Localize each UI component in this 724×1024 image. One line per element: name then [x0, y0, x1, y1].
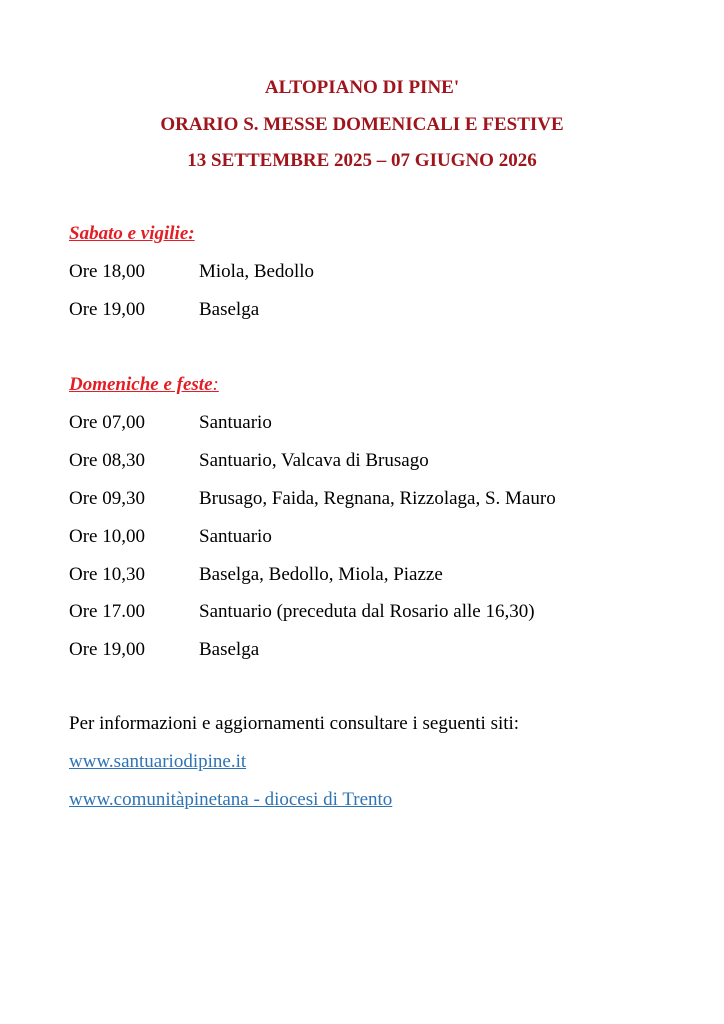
row-place: Baselga, Bedollo, Miola, Piazze	[199, 564, 443, 585]
schedule-row	[69, 601, 535, 623]
schedule-row	[69, 299, 259, 321]
title-line-1: ALTOPIANO DI PINE'	[264, 77, 460, 98]
link-santuario[interactable]: www.santuariodipine.it	[69, 751, 247, 772]
row-time: Ore 17.00	[69, 601, 145, 622]
row-time: Ore 19,00	[69, 299, 145, 320]
schedule-row	[69, 450, 429, 472]
row-place: Santuario (preceduta dal Rosario alle 16,30)	[199, 601, 535, 622]
schedule-row	[69, 639, 259, 661]
schedule-row	[69, 526, 272, 548]
row-place: Brusago, Faida, Regnana, Rizzolaga, S. Mauro	[199, 488, 556, 509]
row-time: Ore 18,00	[69, 261, 145, 282]
section-domeniche-heading	[69, 374, 219, 396]
row-time: Ore 19,00	[69, 639, 145, 660]
row-place: Santuario, Valcava di Brusago	[199, 450, 429, 471]
link-comunita[interactable]: www.comunitàpinetana - diocesi di Trento	[69, 789, 393, 810]
title-line-3: 13 SETTEMBRE 2025 – 07 GIUGNO 2026	[187, 150, 537, 171]
row-place: Baselga	[199, 299, 260, 320]
domeniche-heading-text: Domeniche e feste	[69, 374, 213, 395]
domeniche-heading-colon: :	[212, 374, 219, 395]
row-time: Ore 10,30	[69, 564, 145, 585]
row-place: Santuario	[199, 412, 272, 433]
info-text: Per informazioni e aggiornamenti consultare i seguenti siti:	[69, 713, 520, 734]
row-time: Ore 09,30	[69, 488, 145, 509]
row-time: Ore 10,00	[69, 526, 145, 547]
section-sabato-heading	[69, 223, 195, 245]
sabato-heading-text: Sabato e vigilie:	[69, 223, 195, 244]
row-place: Baselga	[199, 639, 260, 660]
row-time: Ore 08,30	[69, 450, 145, 471]
schedule-row	[69, 412, 272, 434]
schedule-row	[69, 488, 556, 510]
row-place: Santuario	[199, 526, 272, 547]
schedule-row	[69, 564, 443, 586]
row-place: Miola, Bedollo	[199, 261, 315, 282]
row-time: Ore 07,00	[69, 412, 145, 433]
schedule-row	[69, 261, 314, 283]
title-line-2: ORARIO S. MESSE DOMENICALI E FESTIVE	[160, 114, 564, 135]
